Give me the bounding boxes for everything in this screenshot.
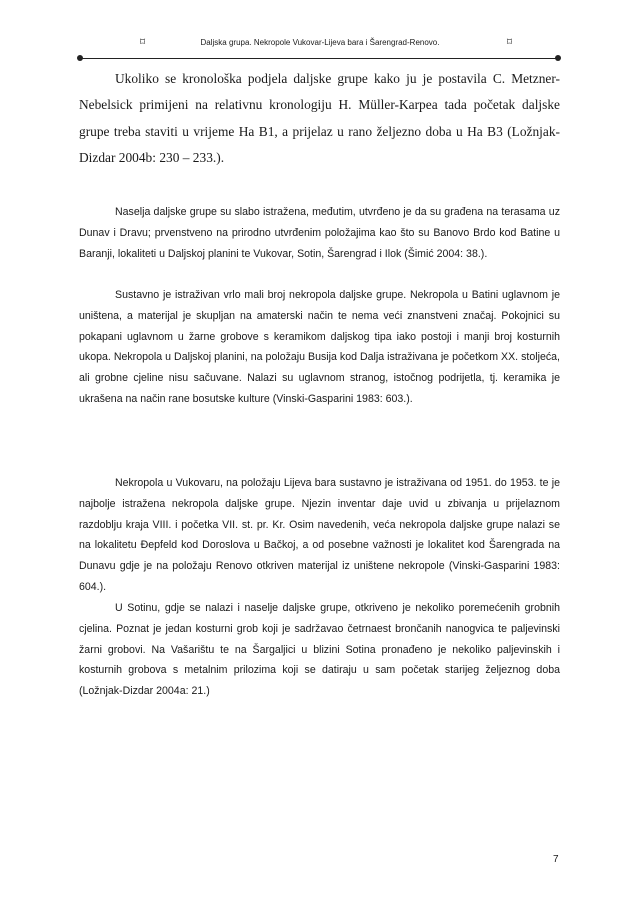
- header-ornament-left-icon: ⌑: [140, 37, 146, 48]
- divider-dot-right: [555, 55, 561, 61]
- running-header: [80, 36, 560, 50]
- divider-dot-left: [77, 55, 83, 61]
- paragraph-settlements: Naselja daljske grupe su slabo istražena, međutim, utvrđeno je da su građena na terasama uz Dunav i Dravu; prvenstveno na prirodno utvrđenim položajima kao što su Banovo Brdo kod Batine u Baranji, lokaliteti u Daljskoj planini te Vukovar, Sotin, Šarengrad i Ilok (Šimić 2004: 38.).: [79, 206, 560, 260]
- page-number: 7: [553, 854, 559, 865]
- paragraph-vukovar: Nekropola u Vukovaru, na položaju Lijeva bara sustavno je istraživana od 1951. do 1953. te je najbolje istražena nekropola daljske grupe. Njezin inventar daje uvid u zbivanja u prijelaznom razdoblju kraja VIII. i početka VII. st. pr. Kr. Osim navedenih, veća nekropola daljske grupe nalazi se na lokalitetu Đepfeld kod Doroslova u Bačkoj, a od posebne važnosti je lokalitet kod Šarengrada na Dunavu gdje je na položaju Renovo otkriven materijal iz uništene nekropole (Vinski-Gasparini 1983: 604.).: [79, 477, 560, 593]
- paragraph-necropolises: Sustavno je istraživan vrlo mali broj nekropola daljske grupe. Nekropola u Batini uglavnom je uništena, a materijal je skupljan na amaterski način te nema veći znanstveni značaj. Pokojnici su pokapani uglavnom u žarne grobove s keramikom daljskog tipa iako postoji i manji broj kosturnih ukopa. Nekropola u Daljskoj planini, na položaju Busija kod Dalja istraživana je početkom XX. stoljeća, ali grobne cjeline nisu sačuvane. Nalazi su uglavnom stranog, istočnog podrijetla, tj. keramika je ukrašena na način rane bosutske kulture (Vinski-Gasparini 1983: 603.).: [79, 289, 560, 405]
- header-divider: [80, 58, 558, 59]
- header-ornament-right-icon: ⌑: [506, 37, 512, 48]
- paragraph-sotin: U Sotinu, gdje se nalazi i naselje daljske grupe, otkriveno je nekoliko poremećenih grobnih cjelina. Poznat je jedan kosturni grob koji je sadržavao četrnaest brončanih nanogvica te paljevinski žarni grobovi. Na Vašarištu te na Šargaljici u blizini Sotina pronađeno je nekoliko paljevinskih i kosturnih grobova s metalnim prilozima koji se datiraju u sam početak starijeg željeznog doba (Ložnjak-Dizdar 2004a: 21.): [79, 602, 560, 698]
- header-title: Daljska grupa. Nekropole Vukovar-Lijeva bara i Šarengrad-Renovo.: [200, 38, 440, 47]
- paragraph-chronology: Ukoliko se kronološka podjela daljske grupe kako ju je postavila C. Metzner-Nebelsick primijeni na relativnu kronologiju H. Müller-Karpea tada početak daljske grupe treba staviti u vrijeme Ha B1, a prijelaz u rano željezno doba u Ha B3 (Ložnjak-Dizdar 2004b: 230 – 233.).: [79, 71, 560, 166]
